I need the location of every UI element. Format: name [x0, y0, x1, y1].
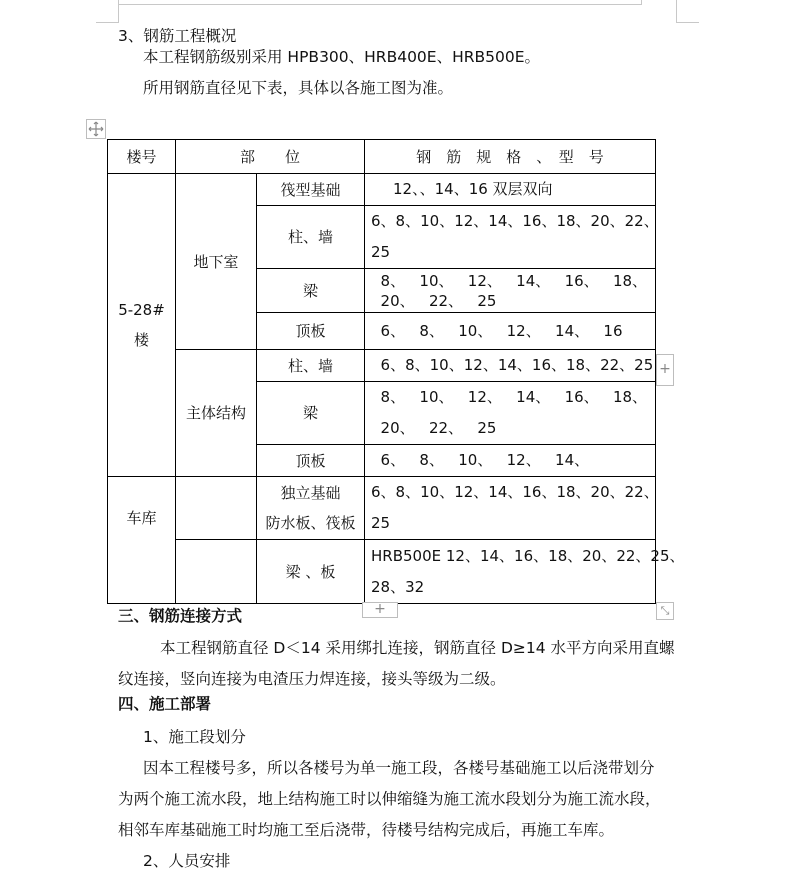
margin-corner-left [96, 0, 119, 23]
spec-cell [365, 313, 656, 350]
main-structure-cell: 主体结构 [176, 350, 257, 477]
part-cell: 梁 、板 [257, 540, 365, 604]
section-heading: 3、钢筋工程概况 [118, 27, 237, 45]
paragraph-line: 相邻车库基础施工时均施工至后浇带，待楼号结构完成后，再施工车库。 [118, 821, 615, 839]
building-label: 5-28# 楼 [118, 301, 165, 349]
part-cell: 柱、墙 [257, 350, 365, 382]
subheading: 2、人员安排 [143, 852, 231, 870]
paragraph-line: 本工程钢筋级别采用 HPB300、HRB400E、HRB500E。 [143, 48, 541, 66]
spec-cell [365, 269, 656, 313]
section-heading: 三、钢筋连接方式 [118, 607, 243, 625]
spec-cell [365, 382, 656, 445]
garage-cell: 车库 [108, 477, 176, 604]
header-spec: 钢 筋 规 格 、 型 号 [365, 140, 656, 174]
paragraph-line: 纹连接，竖向连接为电渣压力焊连接，接头等级为二级。 [118, 670, 506, 688]
part-cell: 顶板 [257, 313, 365, 350]
header-text-box [118, 0, 642, 5]
empty-cell [176, 540, 257, 604]
building-cell [108, 174, 176, 477]
spec-cell: 12、、14、16 双层双向 [365, 174, 656, 206]
section-heading: 四、施工部署 [118, 695, 212, 713]
part-text: 独立基础 防水板、筏板 [265, 484, 356, 532]
spec-text: HRB500E 12、14、16、18、20、22、25、 28、32 [371, 546, 685, 596]
header-building: 楼号 [108, 140, 176, 174]
add-row-icon[interactable]: + [362, 602, 398, 618]
paragraph-line: 因本工程楼号多，所以各楼号为单一施工段，各楼号基础施工以后浇带划分 [143, 759, 655, 777]
spec-text: 8、 10、 12、 14、 16、 18、 20、 22、 25 [380, 388, 648, 437]
add-column-icon[interactable]: + [656, 354, 674, 386]
spec-text: 6、8、10、12、14、16、18、20、22、 25 [371, 212, 659, 261]
part-cell: 梁 [257, 269, 365, 313]
part-cell: 梁 [257, 382, 365, 445]
move-icon [88, 121, 104, 137]
part-cell [257, 477, 365, 540]
part-cell: 柱、墙 [257, 206, 365, 269]
spec-text: 6、 8、 10、 12、 14、 16 [371, 321, 623, 340]
paragraph-line: 所用钢筋直径见下表，具体以各施工图为准。 [143, 79, 454, 97]
subheading: 1、施工段划分 [143, 728, 246, 746]
spec-cell [365, 477, 659, 540]
spec-text: 6、8、10、12、14、16、18、20、22、 25 [371, 483, 659, 532]
part-cell: 筏型基础 [257, 174, 365, 206]
spec-text: 6、 8、 10、 12、 14、 [371, 451, 590, 469]
margin-corner-right [676, 0, 699, 23]
spec-text: 8、 10、 12、 14、 16、 18、 20、 22、 25 [380, 271, 648, 310]
spec-cell [365, 206, 659, 269]
part-cell: 顶板 [257, 445, 365, 477]
spec-cell [365, 350, 656, 382]
paragraph-line: 为两个施工流水段，地上结构施工时以伸缩缝为施工流水段划分为施工流水段， [118, 790, 661, 808]
rebar-spec-table [107, 139, 685, 604]
move-handle-icon[interactable] [86, 119, 106, 139]
paragraph-line: 本工程钢筋直径 D＜14 采用绑扎连接，钢筋直径 D≥14 水平方向采用直螺 [160, 639, 675, 657]
spec-text: 6、8、10、12、14、16、18、22、25 [371, 356, 654, 374]
resize-icon[interactable]: ⤡ [656, 602, 674, 620]
spec-cell [365, 445, 656, 477]
header-part: 部 位 [176, 140, 365, 174]
spec-cell [365, 540, 685, 604]
empty-cell [176, 477, 257, 540]
basement-cell: 地下室 [176, 174, 257, 350]
